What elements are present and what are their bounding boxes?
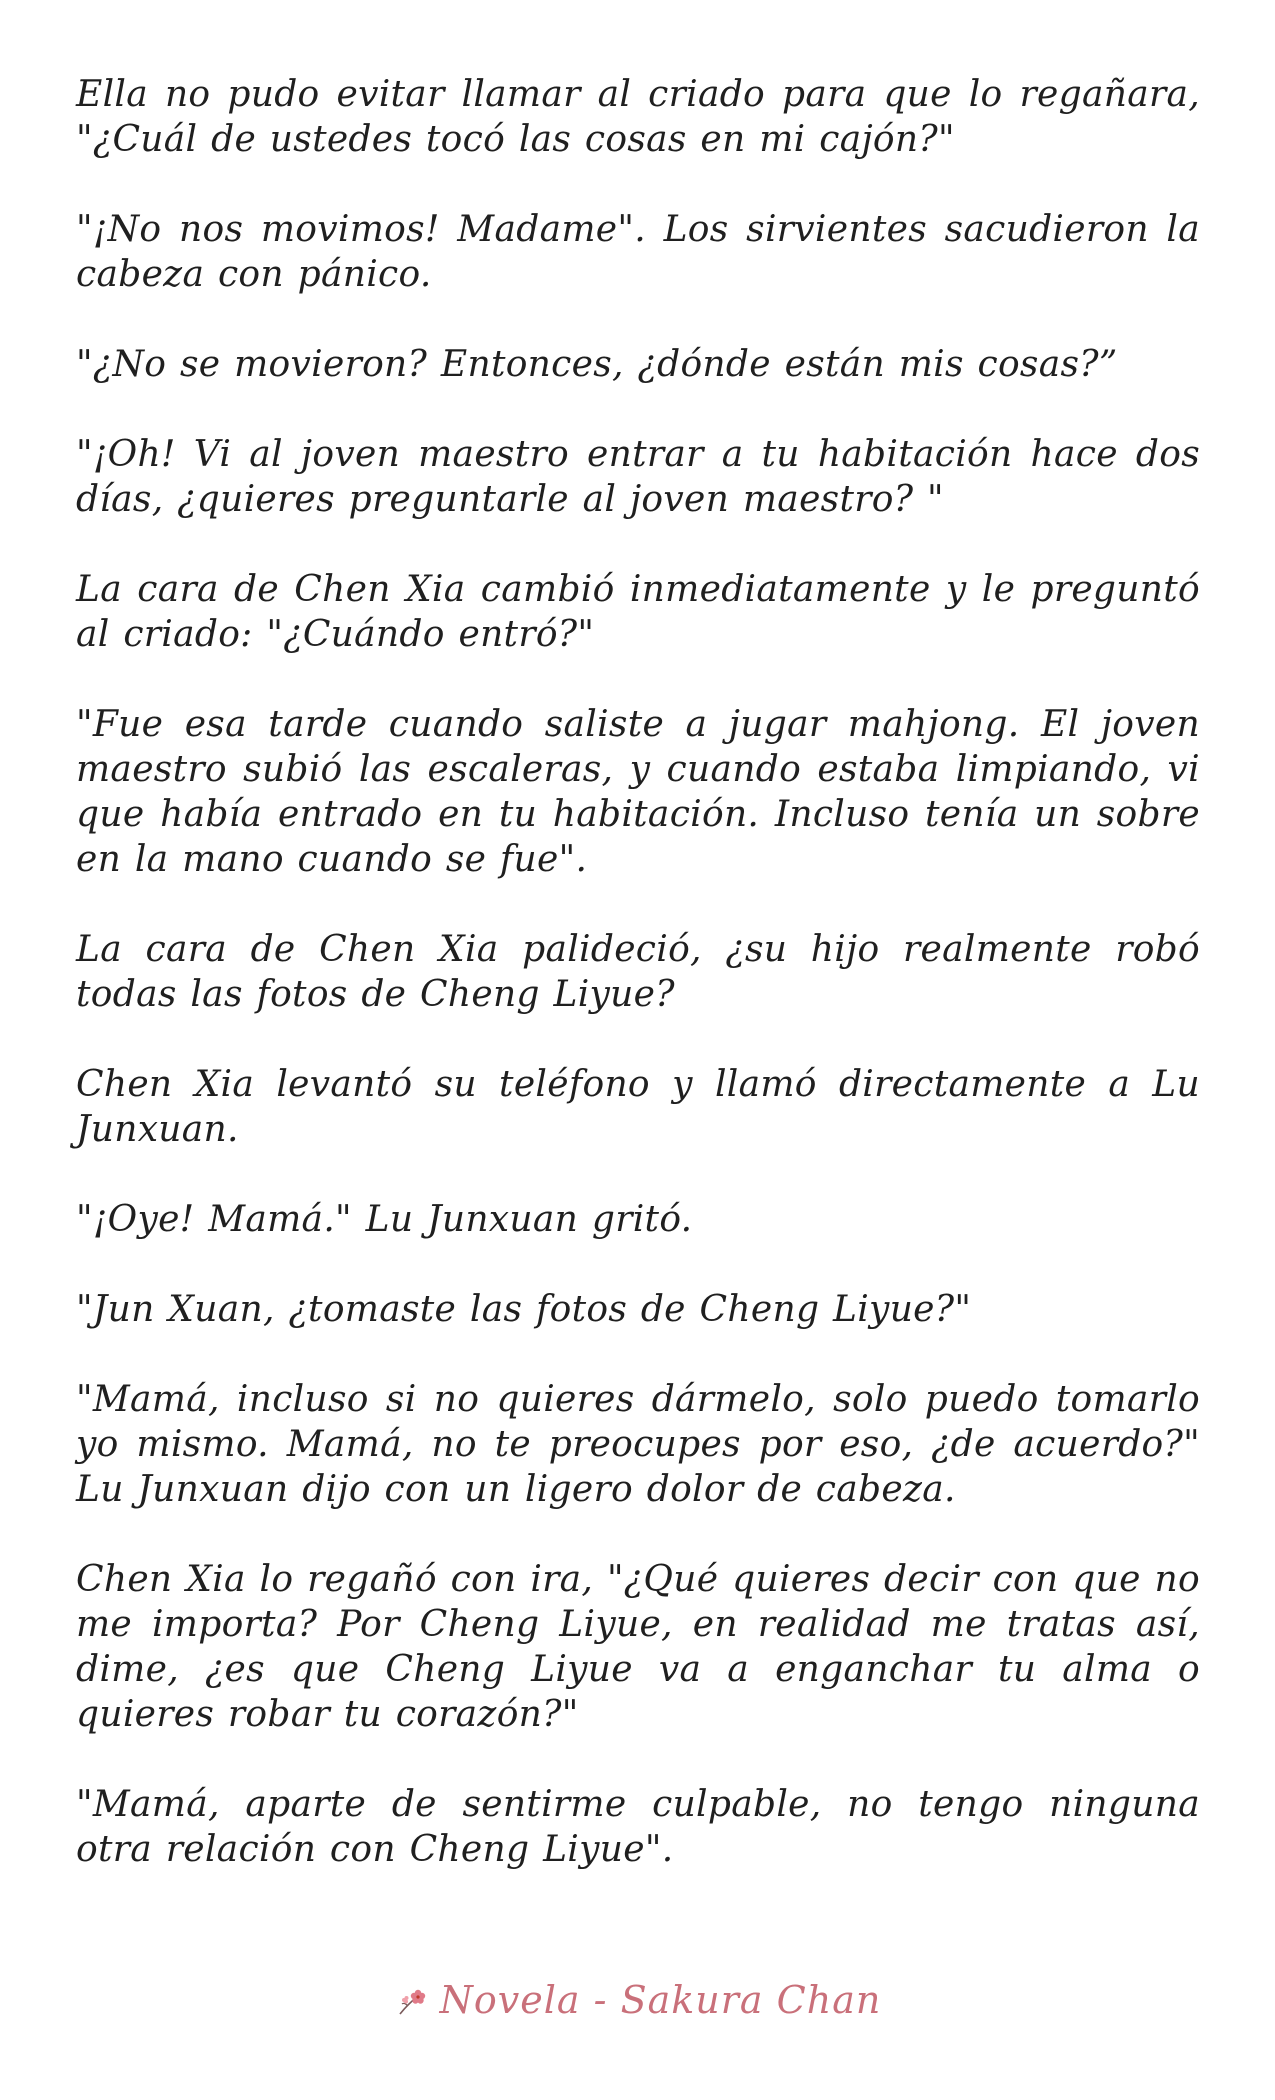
paragraph: La cara de Chen Xia palideció, ¿su hijo realmente robó todas las fotos de Cheng Liyue? (76, 929, 1200, 1015)
brand-watermark (394, 1978, 882, 2022)
brand-text: Novela - Sakura Chan (439, 1978, 882, 2022)
footer (0, 1978, 1275, 2023)
paragraph: "¡Oh! Vi al joven maestro entrar a tu habitación hace dos días, ¿quieres preguntarle al joven maestro? " (76, 434, 1200, 520)
paragraph: "¡Oye! Mamá." Lu Junxuan gritó. (76, 1199, 693, 1240)
paragraph: Chen Xia lo regañó con ira, "¿Qué quieres decir con que no me importa? Por Cheng Liyue, en realidad me tratas así, dime, ¿es que Cheng Liyue va a enganchar tu alma o quieres robar tu corazón?" (76, 1559, 1200, 1735)
paragraph: Ella no pudo evitar llamar al criado para que lo regañara, "¿Cuál de ustedes tocó las cosas en mi cajón?" (76, 74, 1200, 160)
paragraph: "Fue esa tarde cuando saliste a jugar mahjong. El joven maestro subió las escaleras, y cuando estaba limpiando, vi que había entrado en tu habitación. Incluso tenía un sobre en la mano cuando se fue". (76, 704, 1200, 880)
sakura-blossom-icon (394, 1982, 430, 2018)
document-body (76, 72, 1200, 1917)
paragraph: "Mamá, aparte de sentirme culpable, no tengo ninguna otra relación con Cheng Liyue". (76, 1784, 1200, 1870)
paragraph: "¿No se movieron? Entonces, ¿dónde están mis cosas?” (76, 344, 1118, 385)
paragraph: "Jun Xuan, ¿tomaste las fotos de Cheng Liyue?" (76, 1289, 972, 1330)
paragraph: "Mamá, incluso si no quieres dármelo, solo puedo tomarlo yo mismo. Mamá, no te preocupes por eso, ¿de acuerdo?" Lu Junxuan dijo con un ligero dolor de cabeza. (76, 1379, 1200, 1510)
paragraph: Chen Xia levantó su teléfono y llamó directamente a Lu Junxuan. (76, 1064, 1200, 1150)
paragraph: La cara de Chen Xia cambió inmediatamente y le preguntó al criado: "¿Cuándo entró?" (76, 569, 1200, 655)
paragraph: "¡No nos movimos! Madame". Los sirvientes sacudieron la cabeza con pánico. (76, 209, 1200, 295)
